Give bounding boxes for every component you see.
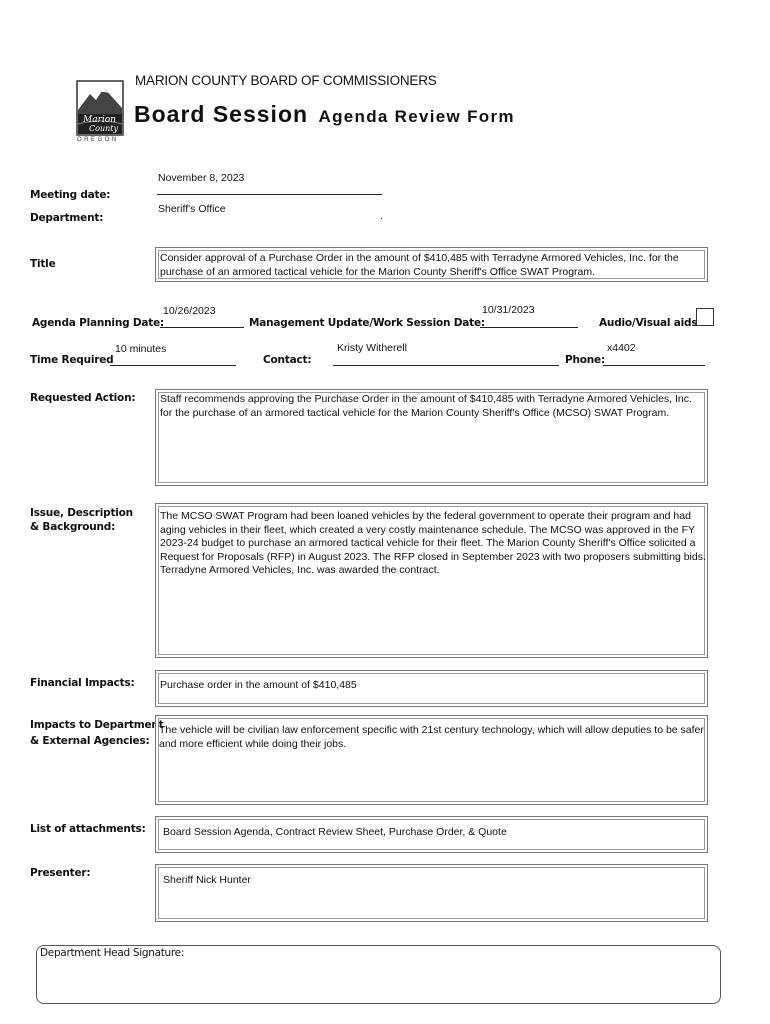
signature-box[interactable] [36,945,721,1004]
attachments-text: Board Session Agenda, Contract Review Sheet, Purchase Order, & Quote [163,826,507,838]
agenda-planning-label: Agenda Planning Date: [32,317,165,329]
agenda-planning-line [160,327,244,328]
financial-impacts-label: Financial Impacts: [30,677,135,689]
phone-line [603,365,705,366]
logo-text-county: County [89,124,118,133]
mgmt-date-label: Management Update/Work Session Date: [249,317,485,329]
attachments-label: List of attachments: [30,823,146,835]
meeting-date-label: Meeting date: [30,189,111,201]
logo-state: OREGON [77,137,119,143]
contact-label: Contact: [263,354,312,366]
mgmt-date-value: 10/31/2023 [482,304,535,316]
requested-action-label: Requested Action: [30,392,136,404]
presenter-text: Sheriff Nick Hunter [163,874,251,886]
issue-label-line1: Issue, Description [30,507,133,519]
signature-label: Department Head Signature: [40,947,185,959]
meeting-date-line [157,194,382,195]
impacts-text: The vehicle will be civilian law enforcement specific with 21st century technology, which will allow deputies to be safer and more efficient while doing their jobs. [159,724,704,750]
mgmt-date-line [480,327,578,328]
title-label: Title [30,258,56,270]
org-name: MARION COUNTY BOARD OF COMMISSIONERS [135,73,437,88]
requested-action-text: Staff recommends approving the Purchase Order in the amount of $410,485 with Terradyne Armored Vehicles, Inc. for the purchase of an armored tactical vehicle for the Marion County Sheriff's Office (MCSO) SWAT Program. [160,393,692,419]
presenter-label: Presenter: [30,867,91,879]
county-logo [76,80,126,146]
title-box[interactable] [155,247,708,282]
form-title-main: Board Session [134,101,309,127]
meeting-date-value: November 8, 2023 [158,172,245,184]
requested-action-box[interactable] [155,389,708,486]
agenda-planning-value: 10/26/2023 [163,305,216,317]
phone-label: Phone: [565,354,605,366]
title-text: Consider approval of a Purchase Order in the amount of $410,485 with Terradyne Armored Vehicles, Inc. for the purchase of an armored tactical vehicle for the Marion County Sheriff's Office SWAT Program. [160,252,679,278]
financial-impacts-box[interactable] [155,670,708,707]
financial-impacts-text: Purchase order in the amount of $410,485 [160,679,357,691]
department-value: Sheriff's Office [158,203,226,215]
impacts-box[interactable] [155,715,708,805]
contact-value: Kristy Witherell [337,342,408,354]
presenter-box[interactable] [155,864,708,922]
issue-label-line2: & Background: [30,521,116,533]
issue-text: The MCSO SWAT Program had been loaned vehicles by the federal government to operate their program and had aging vehicles in their fleet, which created a very costly maintenance schedule. The MCSO was approved in the FY 2023-24 budget to purchase an armored tactical vehicle for their fleet. The Marion County Sheriff's Office solicited a Request for Proposals (RFP) in August 2023. The RFP closed in September 2023 with two proposers submitting bids. Terradyne Armored Vehicles, Inc. was awarded the contract. [160,510,706,576]
logo-text-marion: Marion [83,115,116,125]
impacts-label-line1: Impacts to Department [30,719,164,731]
av-aids-checkbox[interactable] [696,308,714,326]
department-label: Department: [30,212,104,224]
time-required-value: 10 minutes [115,343,167,355]
phone-value: x4402 [607,342,636,354]
impacts-label-line2: & External Agencies: [30,735,150,747]
time-required-label: Time Required [30,354,114,366]
form-title [134,101,515,128]
attachments-box[interactable] [155,816,708,853]
form-title-sub: Agenda Review Form [318,107,515,126]
contact-line [333,365,559,366]
av-aids-label: Audio/Visual aids [599,317,698,329]
period-mark: . [380,211,383,222]
issue-box[interactable] [155,503,708,658]
time-required-line [110,365,236,366]
